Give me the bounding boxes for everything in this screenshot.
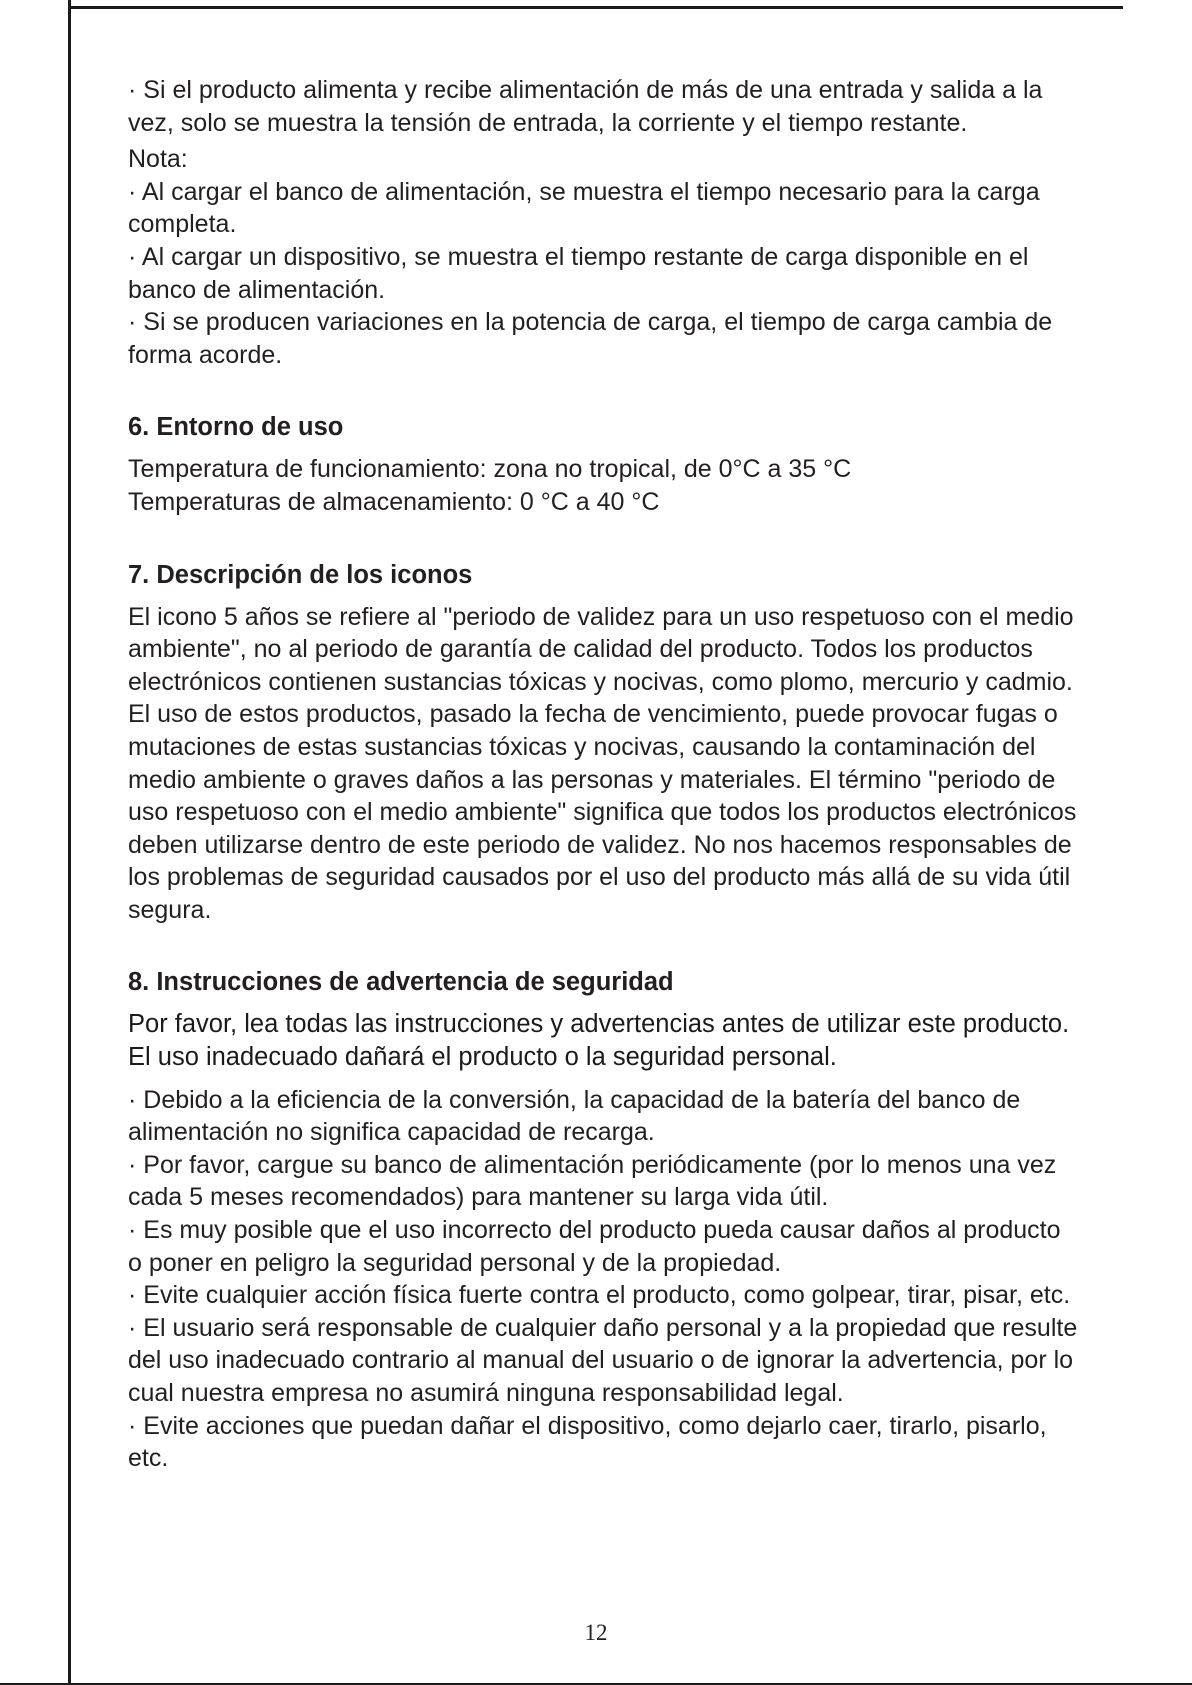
- section-8-heading: 8. Instrucciones de advertencia de seguridad: [128, 968, 674, 997]
- section-7-heading: 7. Descripción de los iconos: [128, 560, 473, 589]
- intro-bullet: · Si el producto alimenta y recibe alimentación de más de una entrada y salida a la vez, solo se muestra la tensión de entrada, la corriente y el tiempo restante.: [128, 76, 1043, 137]
- note-label: Nota:: [128, 145, 188, 174]
- section-8-lead: Por favor, lea todas las instrucciones y advertencias antes de utilizar este producto. El uso inadecuado dañará el producto o la seguridad personal.: [128, 1010, 1070, 1072]
- warning-item: · Evite acciones que puedan dañar el dispositivo, como dejarlo caer, tirarlo, pisarlo, etc.: [128, 1411, 1047, 1473]
- note-item: · Al cargar un dispositivo, se muestra el tiempo restante de carga disponible en el banco de alimentación.: [128, 242, 1029, 304]
- note-item: · Al cargar el banco de alimentación, se muestra el tiempo necesario para la carga completa.: [128, 177, 1040, 239]
- warning-item: · Debido a la eficiencia de la conversión, la capacidad de la batería del banco de alimentación no significa capacidad de recarga.: [128, 1085, 1021, 1147]
- document-body: [128, 74, 1078, 1475]
- page-number: 12: [584, 1620, 608, 1645]
- warning-item: · Por favor, cargue su banco de alimentación periódicamente (por lo menos una vez cada 5 meses recomendados) para mantener su larga vida útil.: [128, 1150, 1057, 1212]
- left-border-line: [68, 0, 71, 1685]
- section-6-heading: 6. Entorno de uso: [128, 413, 344, 442]
- section-7-paragraph: El icono 5 años se refiere al "periodo de validez para un uso respetuoso con el medio ambiente", no al periodo de garantía de calidad del producto. Todos los productos electrónicos contienen sustancias tóxicas y nocivas, como plomo, mercurio y cadmio. El uso de estos productos, pasado la fecha de vencimiento, puede provocar fugas o mutaciones de estas sustancias tóxicas y nocivas, causando la contaminación del medio ambiente o graves daños a las personas y materiales. El término "periodo de uso respetuoso con el medio ambiente" significa que todos los productos electrónicos deben utilizarse dentro de este periodo de validez. No nos hacemos responsables de los problemas de seguridad causados por el uso del producto más allá de su vida útil segura.: [128, 602, 1077, 924]
- warning-item: · Evite cualquier acción física fuerte contra el producto, como golpear, tirar, pisar, etc.: [128, 1281, 1071, 1310]
- warning-item: · Es muy posible que el uso incorrecto del producto pueda causar daños al producto o poner en peligro la seguridad personal y de la propiedad.: [128, 1216, 1061, 1277]
- storage-temperature: Temperaturas de almacenamiento: 0 °C a 40 °C: [128, 487, 660, 516]
- operating-temperature: Temperatura de funcionamiento: zona no tropical, de 0°C a 35 °C: [128, 455, 852, 484]
- note-item: · Si se producen variaciones en la potencia de carga, el tiempo de carga cambia de forma acorde.: [128, 308, 1053, 369]
- warning-item: · El usuario será responsable de cualquier daño personal y a la propiedad que resulte del uso inadecuado contrario al manual del usuario o de ignorar la advertencia, por lo cual nuestra empresa no asumirá ninguna responsabilidad legal.: [128, 1313, 1078, 1407]
- top-border-line: [68, 6, 1123, 9]
